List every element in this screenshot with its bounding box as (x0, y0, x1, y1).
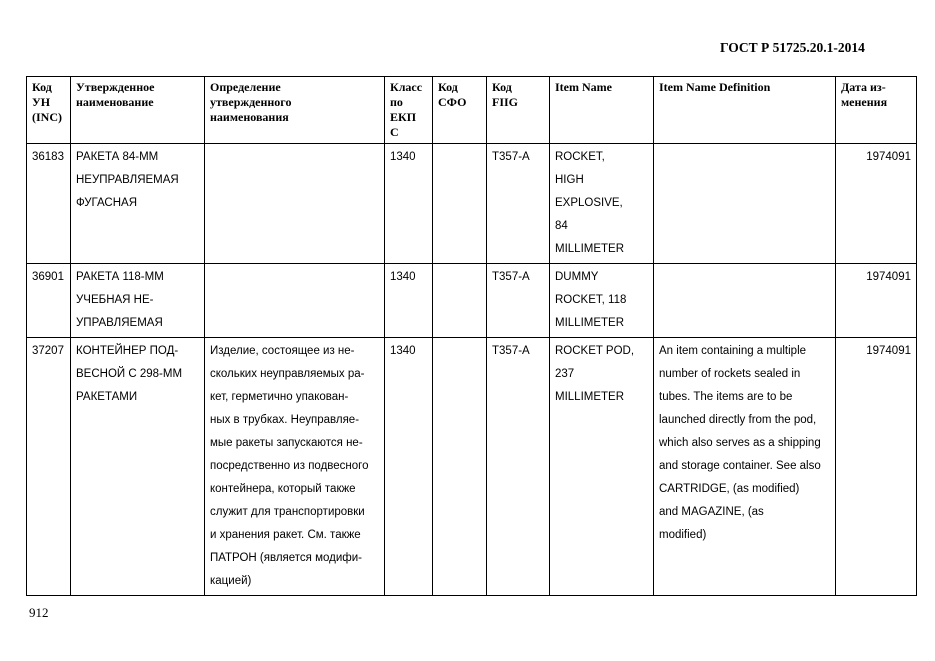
cell-sfo (433, 144, 487, 264)
cell-approved-name: РАКЕТА 118-ММ УЧЕБНАЯ НЕ- УПРАВЛЯЕМАЯ (71, 264, 205, 338)
header-fiig: Код FIIG (487, 77, 550, 144)
cell-item-name-definition (654, 264, 836, 338)
cell-item-name: ROCKET POD, 237 MILLIMETER (550, 338, 654, 596)
cell-definition (205, 144, 385, 264)
cell-item-name-definition (654, 144, 836, 264)
cell-date: 1974091 (836, 264, 917, 338)
page-number: 912 (29, 605, 49, 620)
table-row (27, 144, 917, 264)
document-header: ГОСТ Р 51725.20.1-2014 (720, 40, 865, 55)
cell-approved-name: КОНТЕЙНЕР ПОД- ВЕСНОЙ С 298-ММ РАКЕТАМИ (71, 338, 205, 596)
table-row (27, 338, 917, 596)
nomenclature-table (26, 76, 917, 596)
cell-item-name: ROCKET, HIGH EXPLOSIVE, 84 MILLIMETER (550, 144, 654, 264)
header-inc: Код УН (INC) (27, 77, 71, 144)
cell-date: 1974091 (836, 338, 917, 596)
cell-definition (205, 264, 385, 338)
cell-fiig: T357-A (487, 144, 550, 264)
cell-item-name-definition: An item containing a multiple number of rockets sealed in tubes. The items are to be launched directly from the pod, which also serves as a shipping and storage container. See also CARTRIDGE, (as modified) and MAGAZINE, (as modified) (654, 338, 836, 596)
cell-item-name: DUMMY ROCKET, 118 MILLIMETER (550, 264, 654, 338)
cell-fiig: T357-A (487, 338, 550, 596)
cell-class: 1340 (385, 264, 433, 338)
cell-sfo (433, 338, 487, 596)
table-row (27, 264, 917, 338)
cell-inc: 37207 (27, 338, 71, 596)
cell-fiig: T357-A (487, 264, 550, 338)
cell-class: 1340 (385, 144, 433, 264)
header-item-name: Item Name (550, 77, 654, 144)
cell-date: 1974091 (836, 144, 917, 264)
cell-inc: 36183 (27, 144, 71, 264)
header-sfo: Код СФО (433, 77, 487, 144)
cell-definition: Изделие, состоящее из не- скольких неуправляемых ра- кет, герметично упакован- ных в трубках. Неуправляе- мые ракеты запускаются не- посредственно из подвесного контейнера, который также служит для транспортировки и хранения ракет. См. также ПАТРОН (является модифи- кацией) (205, 338, 385, 596)
cell-approved-name: РАКЕТА 84-ММ НЕУПРАВЛЯЕМАЯ ФУГАСНАЯ (71, 144, 205, 264)
cell-inc: 36901 (27, 264, 71, 338)
header-item-name-definition: Item Name Definition (654, 77, 836, 144)
header-approved-name: Утвержденное наименование (71, 77, 205, 144)
cell-class: 1340 (385, 338, 433, 596)
header-class: Класс по ЕКП С (385, 77, 433, 144)
cell-sfo (433, 264, 487, 338)
table-header-row (27, 77, 917, 144)
header-definition: Определение утвержденного наименования (205, 77, 385, 144)
header-date: Дата из- менения (836, 77, 917, 144)
